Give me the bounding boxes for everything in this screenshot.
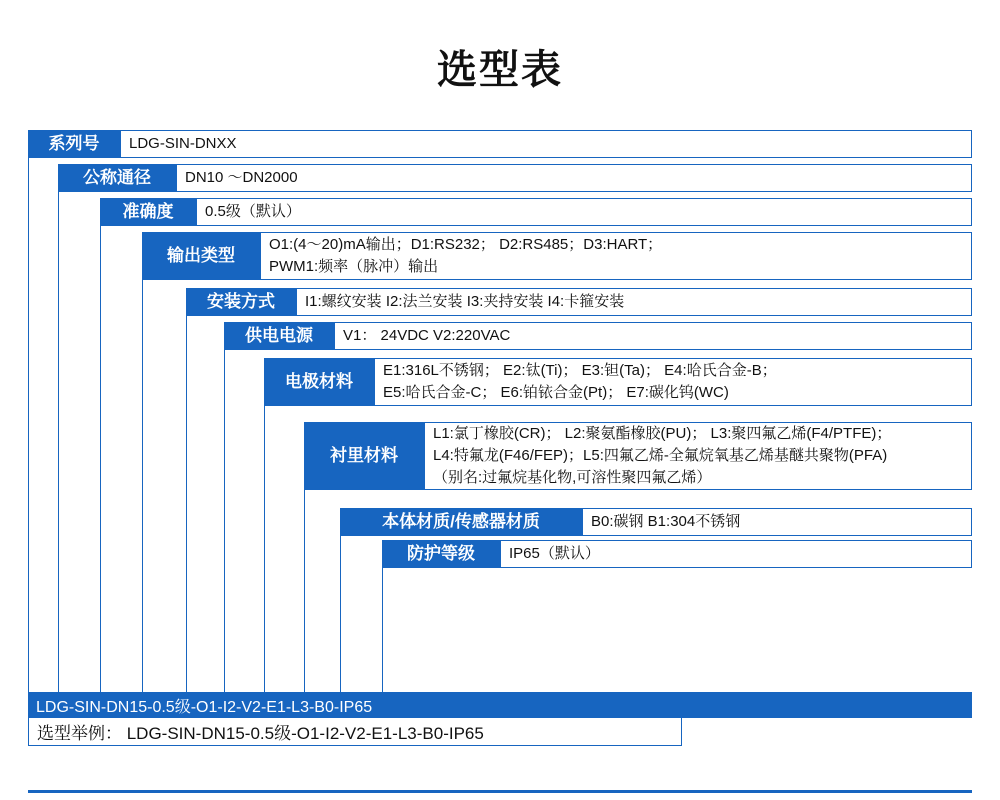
connector-line-9 [340,536,341,716]
row-value-protection-level [500,540,972,568]
connector-line-5 [186,316,187,716]
row-value-accuracy [196,198,972,226]
row-value-line: IP65（默认） [509,545,600,563]
connector-line-1 [28,158,29,716]
row-value-line: L1:氯丁橡胶(CR)； L2:聚氨酯橡胶(PU)； L3:聚四氟乙烯(F4/PTFE)； [433,425,892,443]
example-code-bar: LDG-SIN-DN15-0.5级-O1-I2-V2-E1-L3-B0-IP65 [28,692,972,718]
row-value-line: O1:(4～20)mA输出；D1:RS232； D2:RS485；D3:HART； [269,236,663,254]
row-value-body-sensor-material [582,508,972,536]
row-value-electrode-material [374,358,972,406]
connector-line-6 [224,350,225,716]
row-label-lining-material: 衬里材料 [304,422,424,490]
page-title: 选型表 [437,48,563,92]
row-value-line: L4:特氟龙(F46/FEP)；L5:四氟乙烯-全氟烷氧基乙烯基醚共聚物(PFA) [433,447,888,465]
row-label-protection-level: 防护等级 [382,540,500,568]
row-label-output-type: 输出类型 [142,232,260,280]
connector-line-4 [142,280,143,716]
row-label-power-supply: 供电电源 [224,322,334,350]
connector-line-8 [304,490,305,716]
row-label-body-sensor-material: 本体材质/传感器材质 [340,508,582,536]
footer-divider [28,790,972,793]
row-value-line: 0.5级（默认） [205,203,301,221]
row-value-line: B0:碳钢 B1:304不锈钢 [591,513,741,531]
row-value-power-supply [334,322,972,350]
row-value-line: E5:哈氏合金-C； E6:铂铱合金(Pt)； E7:碳化钨(WC) [383,384,729,401]
row-value-output-type [260,232,972,280]
row-value-line: PWM1:频率（脉冲）输出 [269,258,439,275]
row-label-accuracy: 准确度 [100,198,196,226]
row-value-line: E1:316L不锈钢； E2:钛(Ti)； E3:钽(Ta)； E4:哈氏合金-B； [383,362,777,380]
connector-line-2 [58,192,59,716]
row-value-line: DN10 ～DN2000 [185,169,298,187]
row-value-line: V1： 24VDC V2:220VAC [343,327,511,345]
row-value-series-number [120,130,972,158]
connector-line-3 [100,226,101,716]
row-value-nominal-diameter [176,164,972,192]
connector-line-7 [264,406,265,716]
row-value-line: I1:螺纹安装 I2:法兰安装 I3:夹持安装 I4:卡箍安装 [305,293,625,311]
row-label-installation-method: 安装方式 [186,288,296,316]
row-label-nominal-diameter: 公称通径 [58,164,176,192]
row-value-installation-method [296,288,972,316]
example-caption-bar: 选型举例： LDG-SIN-DN15-0.5级-O1-I2-V2-E1-L3-B0-IP65 [28,718,682,746]
row-value-line: （别名:过氟烷基化物,可溶性聚四氟乙烯） [433,468,712,486]
row-value-lining-material [424,422,972,490]
row-label-electrode-material: 电极材料 [264,358,374,406]
row-value-line: LDG-SIN-DNXX [129,135,237,153]
row-label-series-number: 系列号 [28,130,120,158]
